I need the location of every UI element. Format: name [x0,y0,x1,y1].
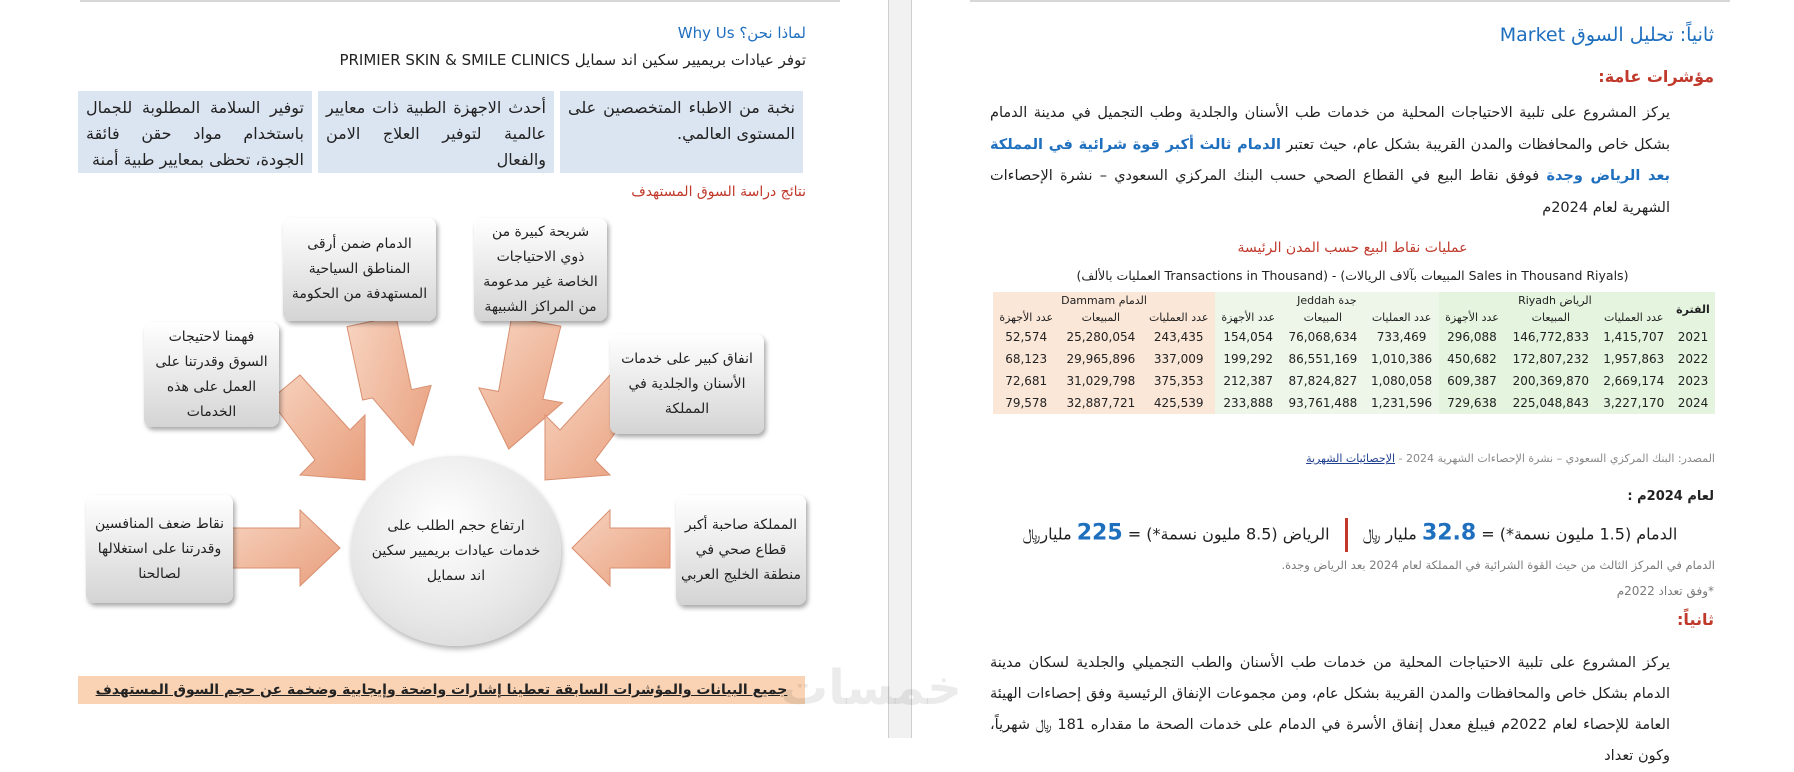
comparison-separator [1345,518,1348,552]
table-cell: 2023 [1671,370,1715,392]
table-cell: 86,551,169 [1281,348,1364,370]
callout-special-needs-text: شريحة كبيرة من ذوي الاحتياجات الخاصة غير مدعومة من المراكز الشبيهة [483,223,598,315]
callout-largest-sector [676,495,806,605]
table-cell: 1,080,058 [1364,370,1438,392]
table-cell: 72,681 [993,370,1059,392]
table-cell: 200,369,870 [1505,370,1596,392]
table-row [993,326,1715,348]
table-row [993,370,1715,392]
table-cell: 729,638 [1439,392,1505,414]
arrow-mid-left [270,375,365,480]
table-cell: 212,387 [1215,370,1281,392]
table-cell: 199,292 [1215,348,1281,370]
dammam-unit: مليار ﷼ [1362,524,1422,544]
table-row [993,348,1715,370]
table-cell: 3,227,170 [1597,392,1671,414]
year-label: لعام 2024م : [1627,489,1714,504]
table-cell: 93,761,488 [1281,392,1364,414]
table-cell: 243,435 [1142,326,1215,348]
rank-note: الدمام في المركز الثالث من حيث القوة الشرائية في المملكة لعام 2024 بعد الرياض وجدة. [1281,558,1715,572]
callout-tourism-text: الدمام ضمن أرقى المناطق السياحية المستهدفة من الحكومة [291,236,428,302]
riyadh-unit: مليار﷼ [1022,524,1077,544]
subheader-devices: عدد الأجهزة [1439,309,1505,326]
table-cell: 1,010,386 [1364,348,1438,370]
callout-special-needs [474,218,607,321]
table-row [993,392,1715,414]
table-subtitle: (Sales in Thousand Riyals المبيعات بآلاف الريالات) - (Transactions in Thousand العمليات بالألف) [1076,268,1629,283]
monthly-statistics-link[interactable]: الإحصائيات الشهرية [1306,452,1396,465]
subheader-sales: المبيعات [1505,309,1596,326]
page-divider [888,0,912,738]
feature-box-safety: توفير السلامة المطلوبة للجمال باستخدام مواد حقن فائقة الجودة، تحظى بمعايير طبية أمنة [78,91,312,173]
table-cell: 79,578 [993,392,1059,414]
indicators-subheading: مؤشرات عامة: [1598,67,1714,86]
center-circle-text: ارتفاع حجم الطلب على خدمات عيادات بريميير سكين اند سمايل [371,517,541,584]
arrow-low-left [232,510,340,586]
table-cell: 32,887,721 [1059,392,1142,414]
right-page-top-rule [970,0,1730,2]
subheader-transactions: عدد العمليات [1142,309,1215,326]
paragraph-1 [990,98,1670,224]
watermark: خمسات [780,660,962,716]
paragraph-1-highlight: الدمام ثالث أكبر قوة شرائية في المملكة بعد الرياض وجدة [990,136,1670,184]
city-header-jeddah: جدة Jeddah [1215,292,1439,309]
paragraph-1-end: فوفق نقاط البيع في القطاع الصحي حسب البنك المركزي السعودي – نشرة الإحصاءات الشهرية لعام 2024م [990,168,1670,216]
table-cell: 2024 [1671,392,1715,414]
table-cell: 1,231,596 [1364,392,1438,414]
feature-box-doctors: نخبة من الاطباء المتخصصين على المستوى العالمي. [560,91,803,173]
callout-competitor-weakness [86,495,233,603]
callout-largest-sector-text: المملكة صاحبة أكبر قطاع صحي في منطقة الخليج العربي [681,516,801,583]
table-source-text: المصدر: البنك المركزي السعودي – نشرة الإحصاءات الشهرية 2024 - [1395,452,1715,465]
arrow-low-right [572,510,670,586]
table-cell: 296,088 [1439,326,1505,348]
table-cell: 425,539 [1142,392,1215,414]
city-header-dammam: الدمام Dammam [993,292,1215,309]
footer-note: جميع البيانات والمؤشرات السابقة تعطينا إشارات واضحة وإيجابية وضخمة عن حجم السوق المستهدف [78,676,805,704]
pos-sales-table [993,292,1715,414]
paragraph-1-start: يركز المشروع على تلبية الاحتياجات المحلية من خدمات طب الأسنان والجلدية وطب التجميل في مدينة الدمام بشكل خاص والمحافظات والمدن القريبة بشكل عام، حيث تعتبر [990,105,1670,153]
table-cell: 172,807,232 [1505,348,1596,370]
callout-spending [610,334,764,434]
table-cell: 2021 [1671,326,1715,348]
callout-competitor-weakness-text: نقاط ضعف المنافسين وقدرتنا على استغلالها لصالحنا [94,515,225,582]
callout-market-understanding [144,322,279,427]
subheader-sales: المبيعات [1281,309,1364,326]
city-header-riyadh: الرياض Riyadh [1439,292,1671,309]
table-cell: 233,888 [1215,392,1281,414]
table-cell: 31,029,798 [1059,370,1142,392]
paragraph-2: يركز المشروع على تلبية الاحتياجات المحلية من خدمات طب الأسنان والطب التجميلي والجلدية لسكان مدينة الدمام بشكل خاص والمحافظات والمدن القريبة بشكل عام، ومن مجموعات الإنفاق الرئيسية وفق إحصاءات الهيئة العامة للإحصاء لعام 2022م فيبلغ معدل إنفاق الأسرة في الدمام على خدمات الصحة ما مقداره 181 ﷼ شهرياً، وكون تعداد [990,655,1670,764]
table-cell: 25,280,054 [1059,326,1142,348]
table-cell: 2,669,174 [1597,370,1671,392]
table-cell: 29,965,896 [1059,348,1142,370]
center-circle [351,456,561,646]
table-source [990,452,1715,465]
table-cell: 52,574 [993,326,1059,348]
riyadh-label: الرياض (8.5 مليون نسمة*) = [1122,524,1330,544]
second-heading: ثانياً: [1677,610,1714,629]
study-title: نتائج دراسة السوق المستهدف [631,184,806,200]
table-cell: 1,957,863 [1597,348,1671,370]
table-cell: 733,469 [1364,326,1438,348]
dammam-value: 32.8 [1421,520,1477,546]
table-cell: 2022 [1671,348,1715,370]
table-body [993,326,1715,414]
table-cell: 225,048,843 [1505,392,1596,414]
market-heading: ثانياً: تحليل السوق Market [1499,24,1714,46]
subheader-sales: المبيعات [1059,309,1142,326]
table-cell: 450,682 [1439,348,1505,370]
subheader-devices: عدد الأجهزة [993,309,1059,326]
table-title: عمليات نقاط البيع حسب المدن الرئيسة [1237,240,1468,256]
table-subheader-row [993,309,1715,326]
table-cell: 375,353 [1142,370,1215,392]
census-note: *وفق تعداد 2022م [1616,584,1714,598]
dammam-label: الدمام (1.5 مليون نسمة*) = [1476,524,1678,544]
period-header: الفترة [1671,292,1715,326]
table-city-header-row [993,292,1715,309]
subheader-devices: عدد الأجهزة [1215,309,1281,326]
table-cell: 337,009 [1142,348,1215,370]
why-us-heading: لماذا نحن؟ Why Us [677,24,806,42]
table-cell: 609,387 [1439,370,1505,392]
feature-box-devices: أحدث الاجهزة الطبية ذات معايير عالمية لتوفير العلاج الامن والفعال [318,91,554,173]
callout-market-understanding-text: فهمنا لاحتيجات السوق وقدرتنا على العمل على هذه الخدمات [155,328,268,420]
table-cell: 76,068,634 [1281,326,1364,348]
purchasing-power-comparison [1000,518,1700,552]
table-cell: 146,772,833 [1505,326,1596,348]
table-cell: 68,123 [993,348,1059,370]
table-cell: 1,415,707 [1597,326,1671,348]
table-cell: 154,054 [1215,326,1281,348]
callout-spending-text: انفاق كبير على خدمات الأسنان والجلدية في المملكة [621,350,753,417]
subheader-transactions: عدد العمليات [1597,309,1671,326]
riyadh-value: 225 [1076,520,1123,546]
callout-tourism [283,218,436,321]
intro-line: توفر عيادات بريميير سكين اند سمايل PRIMIER SKIN & SMILE CLINICS [339,51,806,69]
subheader-transactions: عدد العمليات [1364,309,1438,326]
table-cell: 87,824,827 [1281,370,1364,392]
